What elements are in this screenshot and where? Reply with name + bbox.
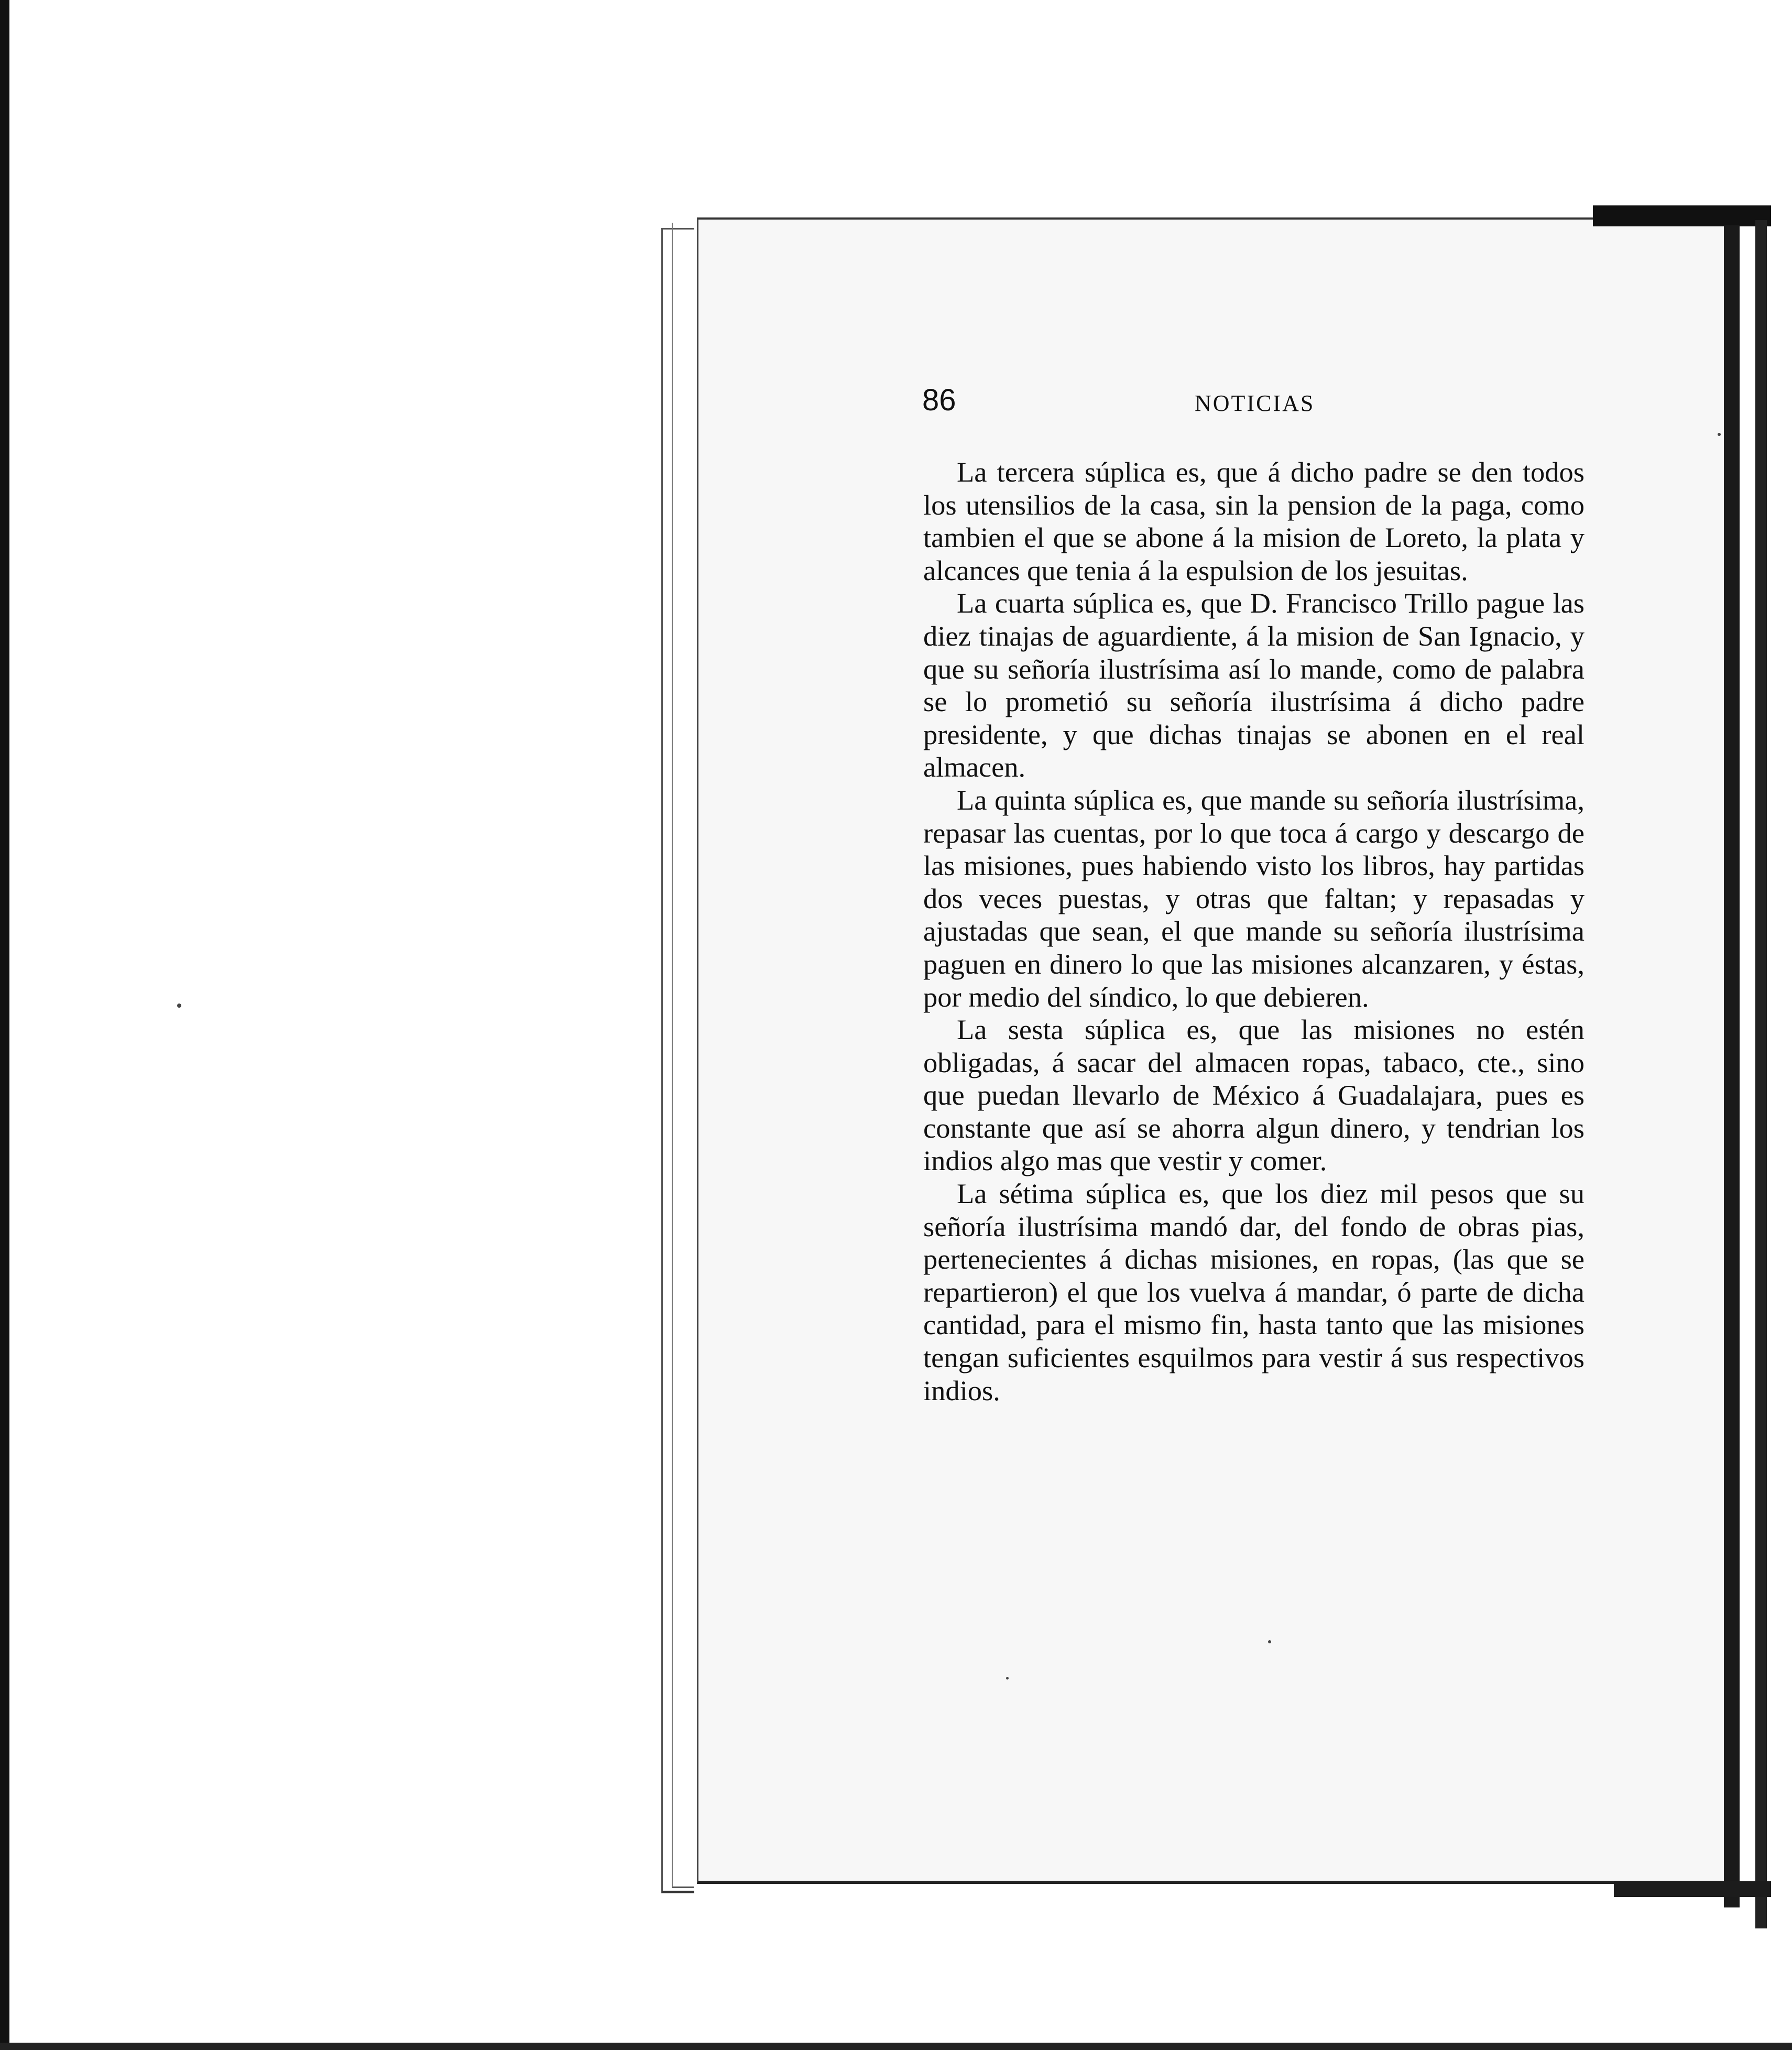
binding-top [1593, 205, 1771, 226]
paragraph-2: La cuarta súplica es, que D. Francisco Trillo pague las diez tinajas de aguardiente, á la mision de San Ignacio, y que su señoría ilustrísima así lo mande, como de palabra se lo prometió su señoría ilustrísima á dicho padre presidente, y que dichas tinajas se abonen en el real almacen. [923, 587, 1585, 783]
film-speck [1006, 1677, 1009, 1680]
film-speck [1718, 433, 1721, 436]
body-text [923, 456, 1585, 1407]
page-number: 86 [922, 383, 956, 417]
page-stack-edge-inner [672, 223, 694, 1888]
film-speck [1268, 1640, 1271, 1643]
film-speck [177, 1004, 181, 1008]
paragraph-1: La tercera súplica es, que á dicho padre se den todos los utensilios de la casa, sin la pension de la paga, como tambien el que se abone á la mision de Loreto, la plata y alcances que tenia á la espulsion de los jesuitas. [923, 456, 1585, 586]
binding-spine-outer [1755, 220, 1767, 1928]
page-header [922, 383, 1588, 430]
binding-spine [1724, 225, 1740, 1907]
film-edge-bottom [0, 2043, 1792, 2050]
binding-bottom [1614, 1881, 1771, 1897]
paragraph-3: La quinta súplica es, que mande su señoría ilustrísima, repasar las cuentas, por lo que toca á cargo y descargo de las misiones, pues habiendo visto los libros, hay partidas dos veces puestas, y otras que faltan; y repasadas y ajustadas que sean, el que mande su señoría ilustrísima paguen en dinero lo que las misiones alcanzaren, y éstas, por medio del síndico, lo que debieren. [923, 783, 1585, 1013]
film-edge-left [0, 0, 9, 2050]
paragraph-4: La sesta súplica es, que las misiones no estén obligadas, á sacar del almacen ropas, tabaco, cte., sino que puedan llevarlo de México á Guadalajara, pues es constante que así se ahorra algun dinero, y tendrian los indios algo mas que vestir y comer. [923, 1013, 1585, 1177]
paragraph-5: La sétima súplica es, que los diez mil pesos que su señoría ilustrísima mandó dar, del fondo de obras pias, pertenecientes á dichas misiones, en ropas, (las que se repartieron) el que los vuelva á mandar, ó parte de dicha cantidad, para el mismo fin, hasta tanto que las misiones tengan suficientes esquilmos para vestir á sus respectivos indios. [923, 1177, 1585, 1406]
running-head: NOTICIAS [1195, 390, 1315, 416]
